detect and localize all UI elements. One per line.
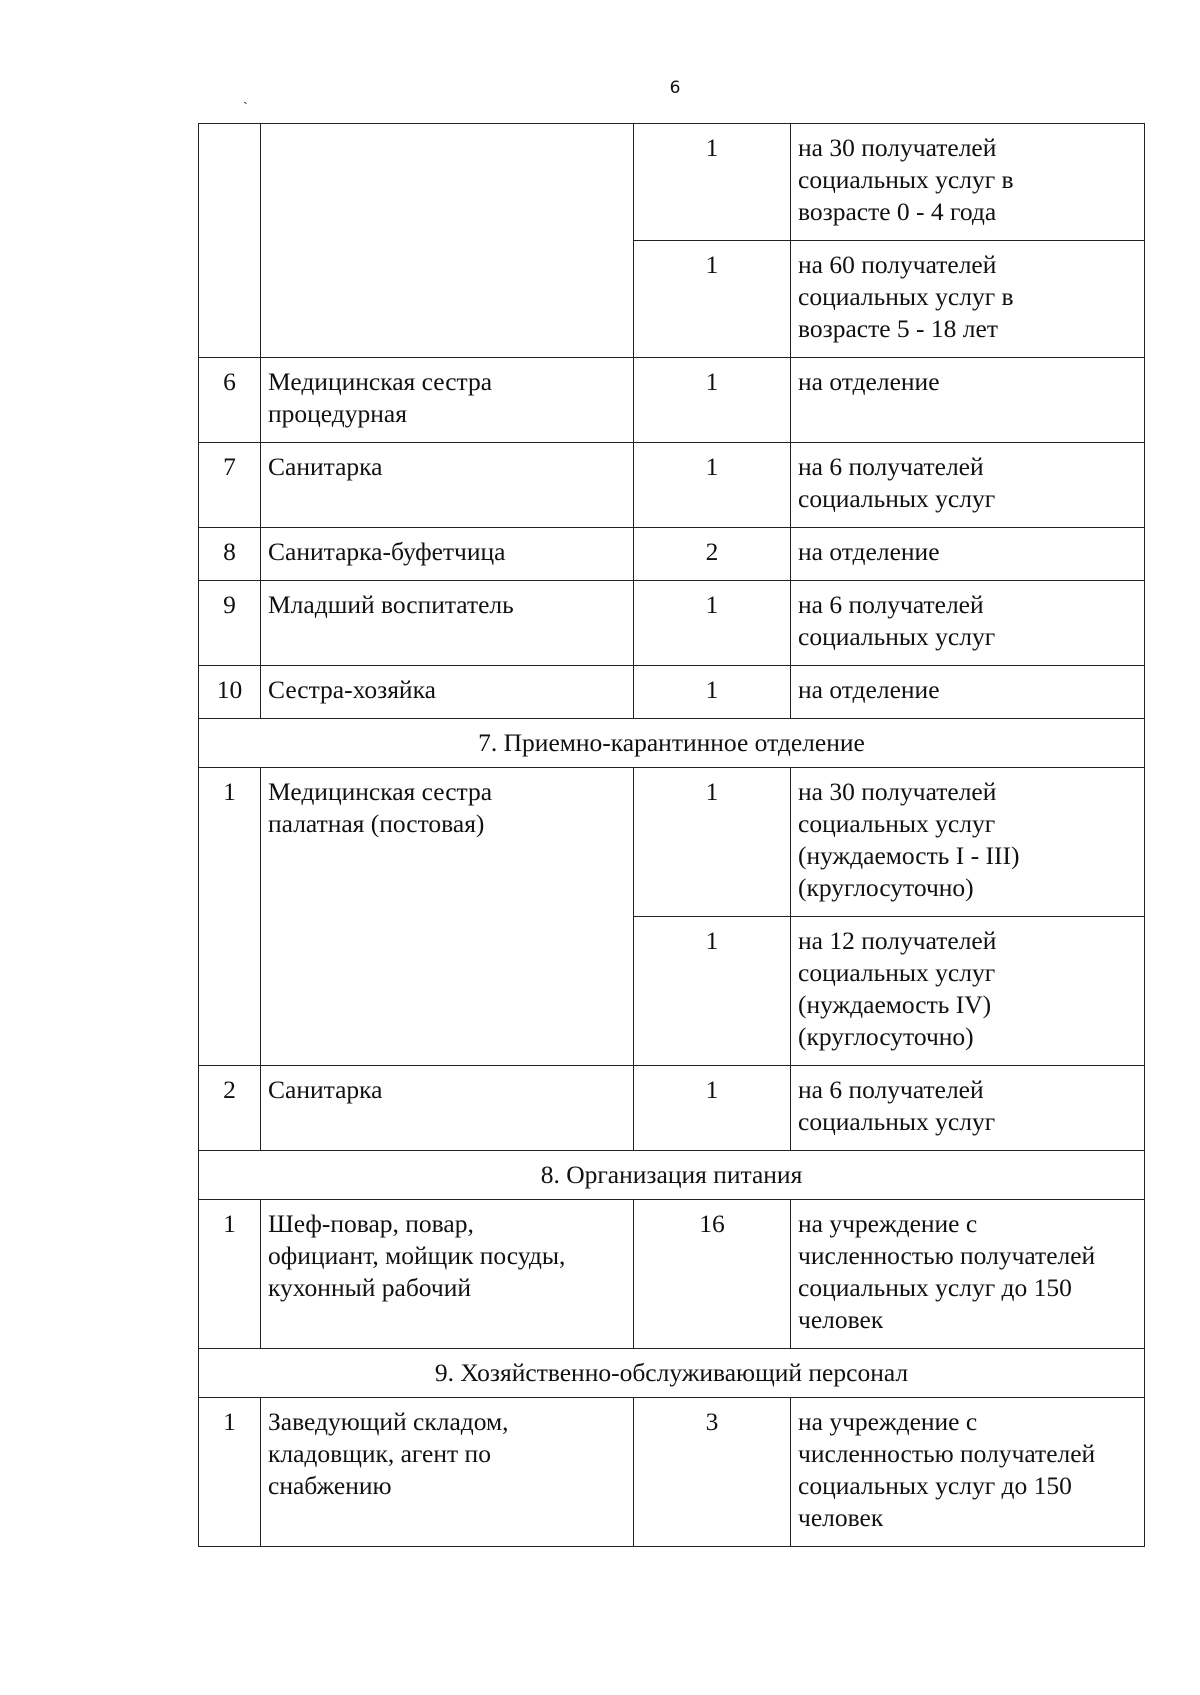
row-number-cell: 1 xyxy=(199,1398,261,1547)
row-number-cell: 1 xyxy=(199,1200,261,1349)
staffing-table xyxy=(198,123,1145,1547)
quantity-cell: 2 xyxy=(634,528,791,581)
page-number: 6 xyxy=(669,78,681,98)
position-name-cell: Младший воспитатель xyxy=(261,581,634,666)
table-row xyxy=(199,124,1145,241)
table-row xyxy=(199,768,1145,917)
norm-cell: на отделение xyxy=(791,528,1145,581)
quantity-cell: 1 xyxy=(634,581,791,666)
position-name-cell: Шеф-повар, повар, официант, мойщик посуды, кухонный рабочий xyxy=(261,1200,634,1349)
row-number-cell xyxy=(199,124,261,358)
norm-cell: на 6 получателей социальных услуг xyxy=(791,581,1145,666)
stray-mark: ˎ xyxy=(243,90,248,105)
row-number-cell: 1 xyxy=(199,768,261,1066)
quantity-cell: 1 xyxy=(634,768,791,917)
norm-cell: на 60 получателей социальных услуг в возрасте 5 - 18 лет xyxy=(791,241,1145,358)
section-title: 7. Приемно-карантинное отделение xyxy=(199,719,1145,768)
row-number-cell: 7 xyxy=(199,443,261,528)
position-name-cell xyxy=(261,124,634,358)
quantity-cell: 1 xyxy=(634,443,791,528)
norm-cell: на 6 получателей социальных услуг xyxy=(791,443,1145,528)
quantity-cell: 1 xyxy=(634,666,791,719)
table-row xyxy=(199,666,1145,719)
section-header-row xyxy=(199,1349,1145,1398)
quantity-cell: 1 xyxy=(634,917,791,1066)
row-number-cell: 2 xyxy=(199,1066,261,1151)
quantity-cell: 1 xyxy=(634,241,791,358)
row-number-cell: 8 xyxy=(199,528,261,581)
section-title: 8. Организация питания xyxy=(199,1151,1145,1200)
norm-cell: на 12 получателей социальных услуг (нуждаемость IV) (круглосуточно) xyxy=(791,917,1145,1066)
table-row xyxy=(199,443,1145,528)
quantity-cell: 1 xyxy=(634,124,791,241)
section-header-row xyxy=(199,719,1145,768)
norm-cell: на 30 получателей социальных услуг (нуждаемость I - III) (круглосуточно) xyxy=(791,768,1145,917)
quantity-cell: 1 xyxy=(634,358,791,443)
position-name-cell: Медицинская сестра палатная (постовая) xyxy=(261,768,634,1066)
position-name-cell: Санитарка xyxy=(261,443,634,528)
norm-cell: на учреждение с численностью получателей социальных услуг до 150 человек xyxy=(791,1398,1145,1547)
section-title: 9. Хозяйственно-обслуживающий персонал xyxy=(199,1349,1145,1398)
row-number-cell: 9 xyxy=(199,581,261,666)
position-name-cell: Сестра-хозяйка xyxy=(261,666,634,719)
norm-cell: на 6 получателей социальных услуг xyxy=(791,1066,1145,1151)
section-header-row xyxy=(199,1151,1145,1200)
norm-cell: на отделение xyxy=(791,666,1145,719)
norm-cell: на учреждение с численностью получателей социальных услуг до 150 человек xyxy=(791,1200,1145,1349)
table-row xyxy=(199,1398,1145,1547)
table-row xyxy=(199,1200,1145,1349)
row-number-cell: 10 xyxy=(199,666,261,719)
quantity-cell: 3 xyxy=(634,1398,791,1547)
row-number-cell: 6 xyxy=(199,358,261,443)
table-row xyxy=(199,358,1145,443)
position-name-cell: Санитарка xyxy=(261,1066,634,1151)
position-name-cell: Заведующий складом, кладовщик, агент по снабжению xyxy=(261,1398,634,1547)
quantity-cell: 1 xyxy=(634,1066,791,1151)
table-row xyxy=(199,528,1145,581)
norm-cell: на отделение xyxy=(791,358,1145,443)
table-row xyxy=(199,581,1145,666)
quantity-cell: 16 xyxy=(634,1200,791,1349)
table-row xyxy=(199,1066,1145,1151)
position-name-cell: Санитарка-буфетчица xyxy=(261,528,634,581)
norm-cell: на 30 получателей социальных услуг в возрасте 0 - 4 года xyxy=(791,124,1145,241)
position-name-cell: Медицинская сестра процедурная xyxy=(261,358,634,443)
